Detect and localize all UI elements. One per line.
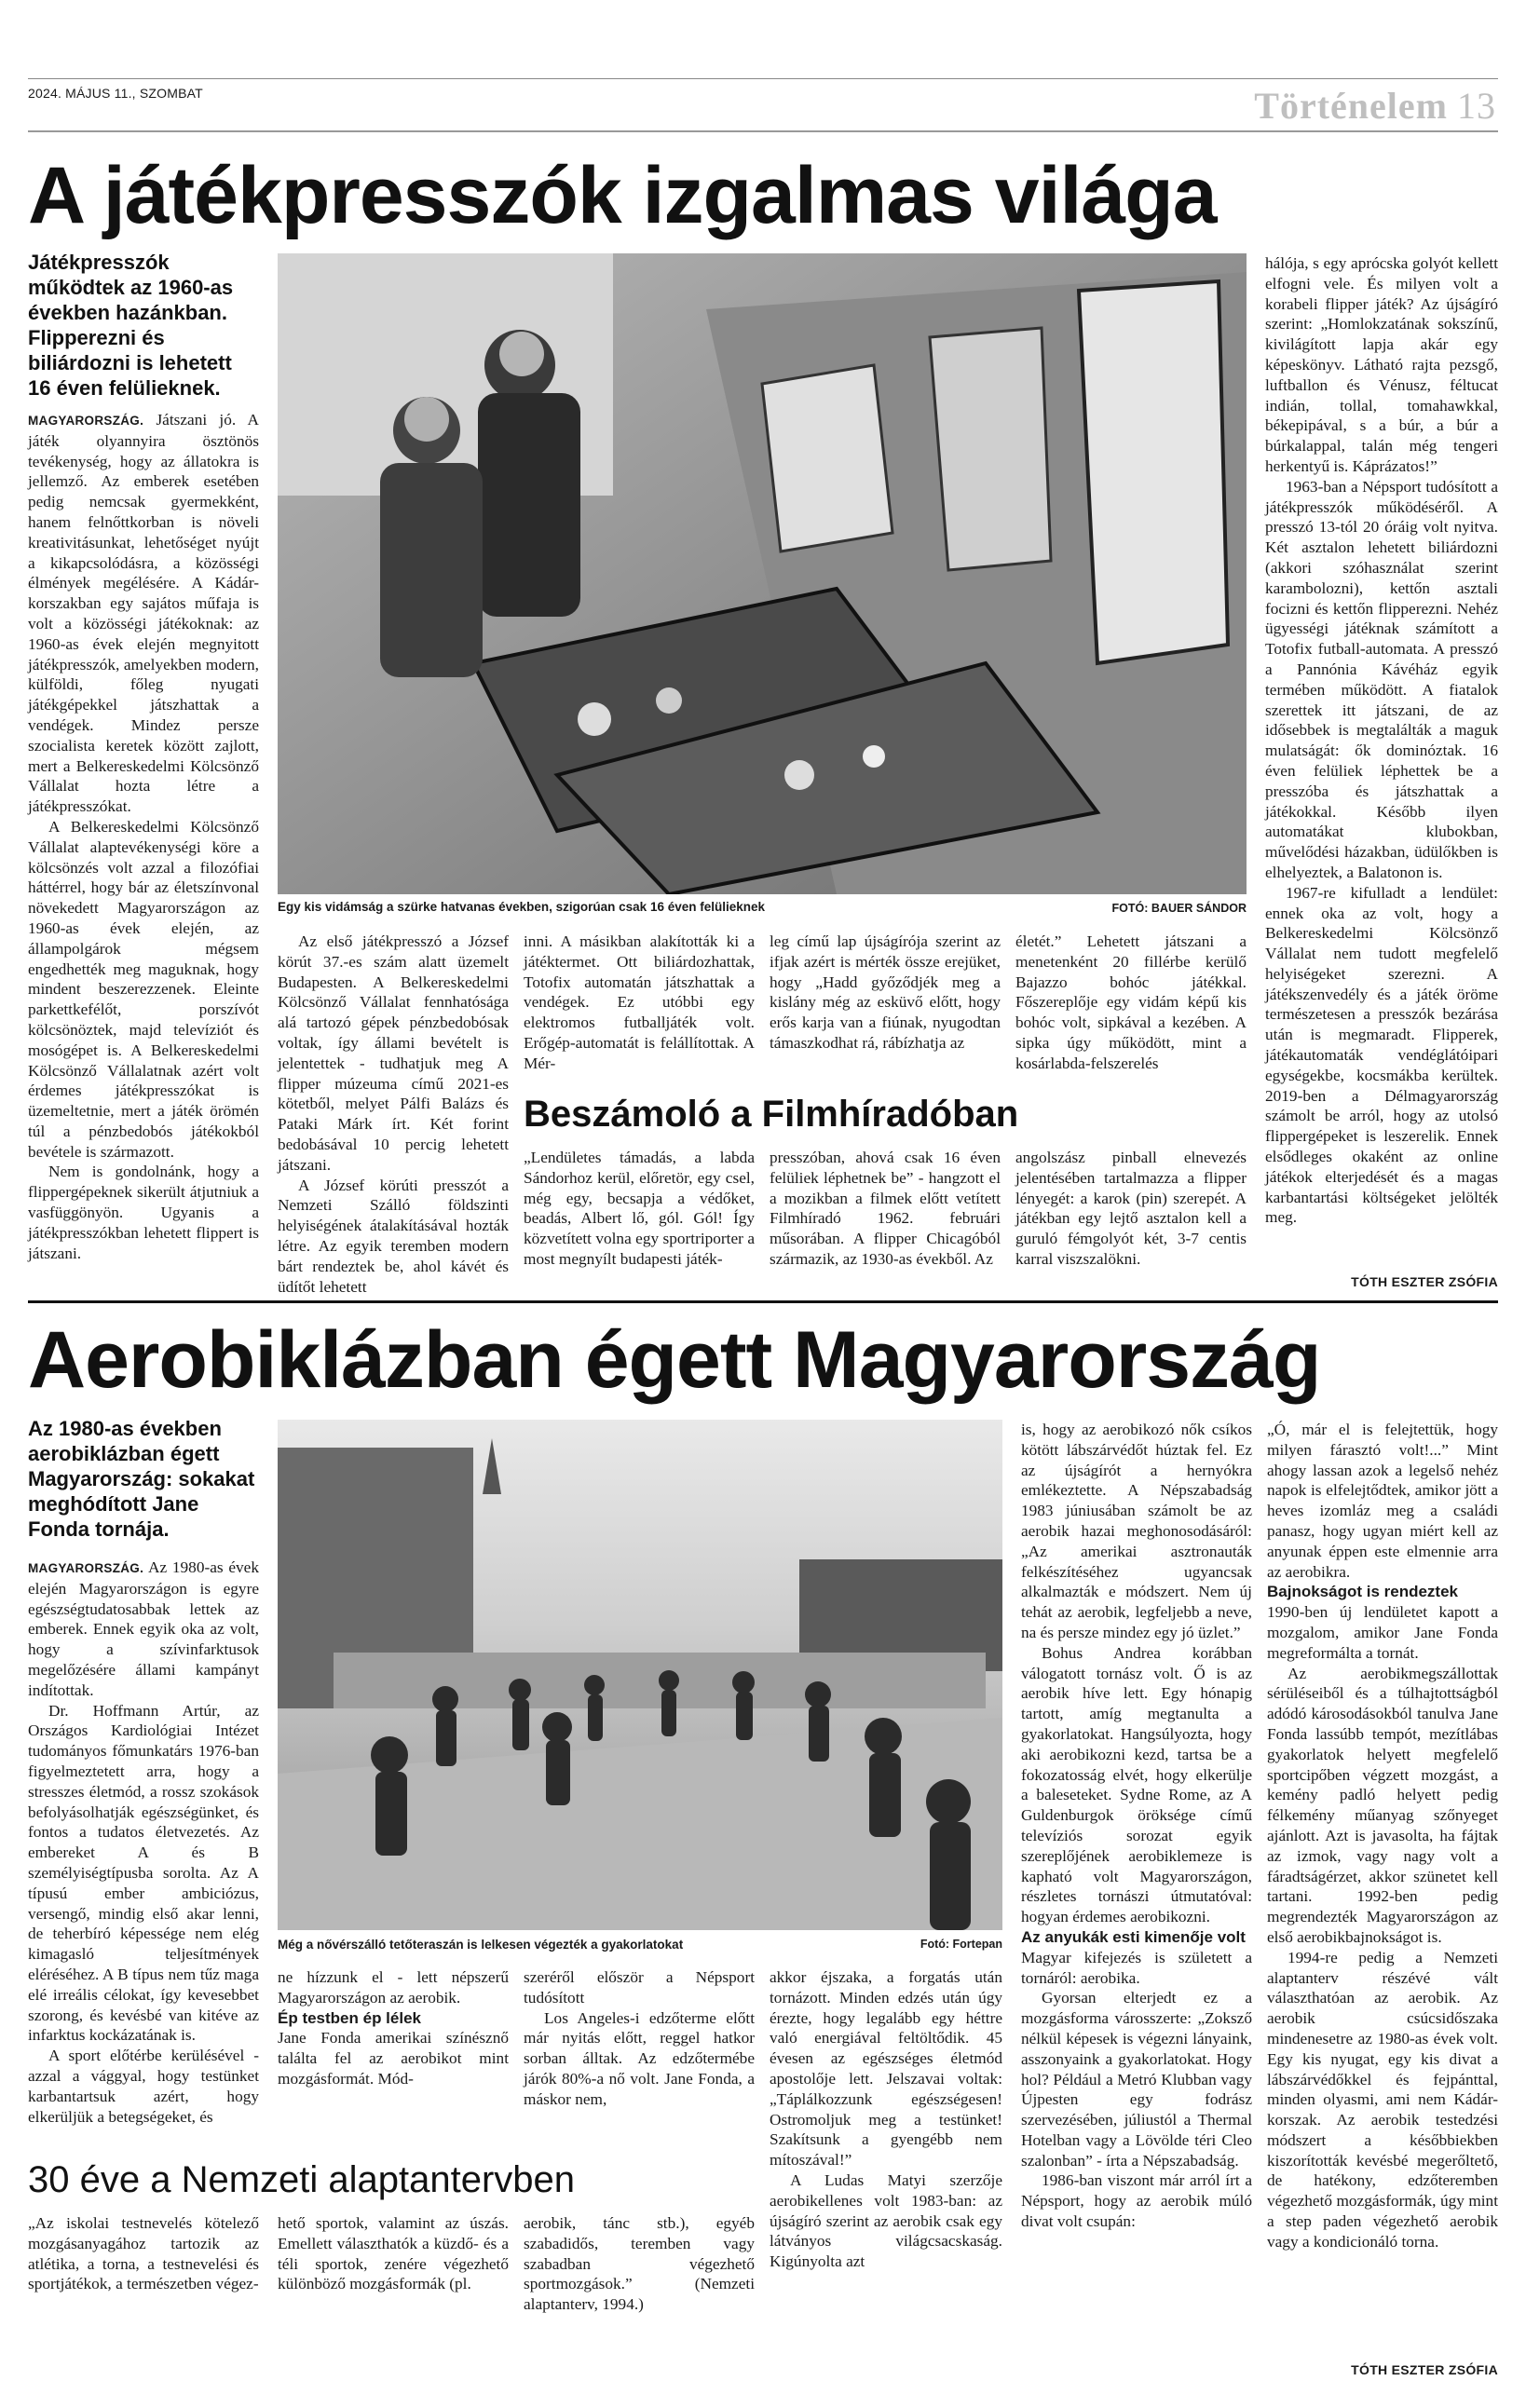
article2-sub-col2 — [278, 2213, 509, 2294]
article2-photo-credit: Fotó: Fortepan — [920, 1938, 1002, 1951]
paragraph: Magyar kifejezés is született a tornáról: aerobika. — [1021, 1948, 1252, 1987]
article2-lead: Az 1980-as években aerobiklázban égett Magyarország: sokakat meghódított Jane Fonda tornája. — [28, 1417, 255, 1541]
subhead-mothers: Az anyukák esti kimenője volt — [1021, 1927, 1246, 1946]
section-name: Történelem — [1254, 85, 1448, 127]
article1-photo — [278, 253, 1247, 894]
paragraph: Jane Fonda amerikai színésznő találta fel az aerobikot mint mozgásformát. Mód- — [278, 2029, 509, 2088]
paragraph: hető sportok, valamint az úszás. Emellett választhatók a küzdő- és a téli sportok, zenére végezhető különböző mozgásformák (pl. — [278, 2214, 509, 2293]
article1-col5 — [1015, 932, 1247, 1074]
article2-col6 — [1267, 1420, 1498, 2252]
paragraph: aerobik, tánc stb.), egyéb szabadidős, teremben vagy szabadban végezhető sportmozgások.” (Nemzeti alaptanterv, 1994.) — [524, 2214, 755, 2314]
article1-col1 — [28, 410, 259, 1263]
paragraph: Játszani jó. A játék olyannyira ösztönös tevékenység, hogy az állatokra is jellemző. Az emberek esetében pedig nemcsak gyermekként, hanem felnőttkorban is növeli kreativitásunkat, lehetőséget nyújt a kikapcsolódásra, a közösségi élmények megélésére. A Kádár-korszakban egy sajátos műfaja is volt a közösségi játékoknak: az 1960-as évek elején megnyitott játékpresszók, amelyekben modern, külföldi, főleg nyugati játékgépekkel játszhattak a vendégek. Mindez persze szocialista keretek között zajlott, mert a Belkereskedelmi Kölcsönző Vállalat hozta létre a játékpresszókat. — [28, 411, 259, 816]
kicker: MAGYARORSZÁG. — [28, 414, 144, 428]
article1-subheading: Beszámoló a Filmhíradóban — [524, 1094, 1019, 1135]
pinball-photo-illustration — [278, 253, 1247, 894]
paragraph: Bohus Andrea korábban válogatott tornász volt. Ő is az aerobik híve lett. Egy hónapig tartott, amíg megtanulta a gyakorlatokat. Hangsúlyozta, hogy aki aerobikozni kezd, tartsa be a fokozatosság elvét, hogy elkerülje a baleseteket. Sydne Rome, az A Guldenburgok öröksége című televíziós sorozat egyik szereplőjének aerobiklemeze is kapható volt Magyarországon, részletes tornászi útmutatóval: hogyan érdemes aerobikozni. — [1021, 1643, 1252, 1926]
section-rubric — [1254, 84, 1496, 128]
article1-col6 — [1265, 253, 1498, 1228]
paragraph: „Az iskolai testnevelés kötelező mozgásanyagához tartozik az atlétika, a torna, a testnevelési és sportjátékok, a természetben végez- — [28, 2214, 259, 2293]
article1-title: A játékpresszók izgalmas világa — [28, 151, 1217, 240]
paragraph — [28, 1558, 259, 1701]
paragraph: 1986-ban viszont már arról írt a Népsport, hogy az aerobik múló divat volt csupán: — [1021, 2171, 1252, 2231]
paragraph: Dr. Hoffmann Artúr, az Országos Kardiológiai Intézet tudományos főmunkatárs 1976-ban figyelmeztetett arra, hogy a stresszes életmód, a rossz szokások befolyásolhatják egészségünket, és fontos a tudatos életvezetés. Az embereket A és B személyiségtípusba sorolta. Az A típusú ember ambiciózus, versengő, mindig első akar lenni, de teherbíró képessége nem elég kimagasló teljesítmények eléréséhez. A B típus nem tűz maga elé irreális célokat, így kevesebbet szorong, és kevésbé van kitéve az infarktus kockázatának is. — [28, 1701, 259, 2045]
page-number: 13 — [1457, 85, 1496, 127]
article2-subheading: 30 éve a Nemzeti alaptantervben — [28, 2159, 576, 2200]
paragraph: A Ludas Matyi szerzője aerobikellenes volt 1983-ban: az újságíró szerint az aerobik csak egy látványos világcsacskaság. Kigúnyolta azt — [770, 2170, 1002, 2271]
subhead-fonda: Ép testben ép lélek — [278, 2008, 421, 2027]
article2-col5 — [1021, 1420, 1252, 2232]
article2-byline: TÓTH ESZTER ZSÓFIA — [1351, 2362, 1498, 2377]
paragraph: Az 1980-as évek elején Magyarországon is egyre egészségtudatosabbak lettek az emberek. Ennek egyik oka az volt, hogy a szívinfarktusok megelőzésére állami kampányt indítottak. — [28, 1558, 259, 1699]
article1-photo-credit: FOTÓ: BAUER SÁNDOR — [1111, 902, 1247, 915]
article-divider — [28, 1300, 1498, 1303]
paragraph: „Ó, már el is felejtettük, hogy milyen fárasztó volt!...” Mint ahogy lassan azok a legelső nehéz napok is elfelejtődtek, amikor jött a heves izomláz meg a családi panasz, hogy ugyan miért kell az anyunak éppen este elmennie arra az aerobikra. — [1267, 1421, 1498, 1581]
paragraph: A sport előtérbe kerülésével - azzal a vággyal, hogy testünket karbantartsuk azért, hogy elkerüljük a betegségeket, és — [28, 2047, 259, 2126]
paragraph: leg című lap újságírója szerint az ifjak azért is mérték össze erejüket, hogy „Hadd győződjék meg a kislány még az esküvő előtt, hogy erős karja van a fiúnak, nyugodtan támaszkodhat rá, rábízhatja az — [770, 932, 1001, 1052]
paragraph: 1963-ban a Népsport tudósított a játékpresszók működéséről. A presszó 13-tól 20 óráig volt nyitva. Két asztalon lehetett biliárdozni (akkori szóhasználat szerint karambolozni), kettőn asztali focizni és kettőn flipperezni. Nehéz ügyességi játéknak számított a Totofix futball-automata. A presszó a Pannónia Kávéház egyik termében működött. A fiatalok szerettek itt játszani, de az idősebbek is megtalálták a maguk mulatságát: ők dominóztak. 16 éven felüliek léphettek be a presszóba és játszhattak a játékokkal. Később ilyen automatákat klubokban, művelődési házakban, üdülőkben is elhelyeztek, a Balatonon is. — [1265, 477, 1498, 881]
article1-col2 — [278, 932, 509, 1297]
article1-sub-col4 — [770, 1148, 1001, 1270]
paragraph: „Lendületes támadás, a labda Sándorhoz kerül, előretör, egy csel, még egy, becsapja a védőket, beadás, Albert lő, gól. Gól! Így közvetített volna egy sportriporter a most megnyílt budapesti játék- — [524, 1149, 755, 1268]
article2-photo — [278, 1420, 1002, 1930]
article1-col1-p1 — [28, 410, 259, 817]
paragraph: életét.” Lehetett játszani a menetenként 20 fillérbe kerülő Bajazzo bohóc játékkal. Főszereplője egy vidám képű kis bohóc volt, sipkával a kezében. A sipka úgy működött, mint a kosárlabda-felszerelés — [1015, 932, 1247, 1072]
paragraph: Gyorsan elterjedt ez a mozgásforma városszerte: „Zoksző nélkül képesek is végezni lányaink, asszonyaink a gyakorlatokat. Hogy hol? Például a Metró Klubban vagy Újpesten egy fodrász szervezésében, júliustól a Thermal Hotelban vagy a Lövölde téri Cleo szalonban” - írta a Népszabadság. — [1021, 1989, 1252, 2170]
paragraph: Az aerobikmegszállottak sérüléseiből és a túlhajtottságból adódó károsodásokból tanulva Jane Fonda lassúbb tempót, mezítlábas gyakorlatok helyett megfelelő sportcipőben végzett mozgást, a kemény padló helyett pedig félkemény műanyag szőnyeget ajánlott. Azt is javasolta, ha fájtak az izmok, vagy nagy volt a fáradtságérzet, akkor szünetet kell tartani. 1992-ben pedig megrendezték Magyarországon az első aerobikbajnokságot is. — [1267, 1664, 1498, 1946]
article2-sub-col3 — [524, 2213, 755, 2315]
paragraph: inni. A másikban alakították ki a játéktermet. Ott biliárdozhattak, Totofix automatán játszhattak a vendégek. Ez utóbbi egy elektromos futballjáték volt. Erőgép-automatát is felállítottak. A Mér- — [524, 932, 755, 1072]
paragraph: Nem is gondolnánk, hogy a flippergépeknek sikerült átjutniuk a vasfüggönyön. Ugyanis a játékpresszókban lehetett flippert is játszani. — [28, 1163, 259, 1262]
paragraph: hálója, s egy aprócska golyót kellett elfogni vele. És milyen volt a korabeli flipper játék? Az újságíró szerint: „Homlokzatának sokszínű, kivilágított lapja akár egy képeskönyv. Látható rajta pezsgő, luftballon és Vénusz, féltucat indián, tollal, tomahawkkal, békepipával, s a búr, a búr a búrkalappal, talán még tengeri herkentyű is. Káprázatos!” — [1265, 254, 1498, 475]
article2-sub-col1 — [28, 2213, 259, 2294]
paragraph: akkor éjszaka, a forgatás után tornázott. Minden edzés után úgy érezte, hogy legalább egy héttre való energiával feltöltődik. 45 évesen az egészséges életmód apostolője lett. Jelszavai voltak: „Táplálkozzunk egészségesen! Ostromoljuk meg a testünket! Szakítsunk a gyengébb nem mítoszával!” — [770, 1968, 1002, 2170]
paragraph: 1967-re kifulladt a lendület: ennek oka az volt, hogy a Belkereskedelmi Kölcsönző Vállalat nem tudott megfelelő helyiségeket szerezni. A játékszenvedély és a játék öröme természetesen a presszók bezárása után is megmaradt. Flipperek, játékautomaták vendéglátóipari egységekbe, kocsmákba kerültek. 2019-ben a Délmagyarország számolt be arról, hogy az utolsó flippergépeket is leszerelik. Ennek elsődleges okaként az online játékok elterjedését és a magas karbantartási költségeket jelölték meg. — [1265, 883, 1498, 1227]
paragraph: Az első játékpresszó a József körút 37.-es szám alatt üzemelt Budapesten. A Belkereskedelmi Kölcsönző Vállalat fennhatósága alá tartozó gépek pénzbedobósak voltak, így állami bevételt is jelentettek - tudhatjuk meg A flipper múzeuma című 2021-es kötetből, melyet Pálfi Balázs és Pataki Márk írt. Két forint bedobásával 10 percig lehetett játszani. — [278, 932, 509, 1174]
issue-date: 2024. MÁJUS 11., SZOMBAT — [28, 86, 203, 101]
paragraph: 1994-re pedig a Nemzeti alaptanterv részévé vált választhatóan az aerobik. Az aerobik csúcsidőszaka mindenesetre az 1980-as évek volt. Egy kis nyugat, egy kis divat a lábszárvédőkkel és fejpánttal, minden olyasmi, ami nem Kádár-korszak. Az aerobik testedzési módszert a későbbiekben kiszorították kevésbé megerőltető, de hatékony, edzőteremben végezhető mozgásformák, úgy mint a step paden végezhető aerobik vagy a kondicionáló torna. — [1267, 1948, 1498, 2251]
top-rule — [28, 78, 1498, 79]
paragraph: presszóban, ahová csak 16 éven felüliek léphetnek be” - hangzott el a mozikban a filmek előtt vetített Filmhíradó 1962. februári műsorában. A flipper Chicagóból származik, az 1930-as évekből. Az — [770, 1149, 1001, 1268]
subhead-championship: Bajnokságot is rendeztek — [1267, 1583, 1459, 1601]
article1-col3 — [524, 932, 755, 1074]
article1-sub-col3 — [524, 1148, 755, 1270]
paragraph: A Belkereskedelmi Kölcsönző Vállalat alaptevékenységi köre a kölcsönzés volt azzal a filozófiai háttérrel, hogy bár az életszínvonal növekedett Magyarországon az 1960-as évek elején, az állampolgárok mégsem engedhették meg maguknak, hogy mindent beszerezzenek. Eleinte parkettkefélőt, porszívót kölcsönöztek, majd televíziót és mosógépet is. A Belkereskedelmi Kölcsönző Vállalatnak azért volt érdemes játékpresszókat is üzemeltetnie, mert a játék örömén túl a pénzbedobós játékokból bevétele is származott. — [28, 817, 259, 1161]
article1-sub-col5 — [1015, 1148, 1247, 1270]
article2-col2 — [278, 1967, 509, 2089]
paragraph: ne hízzunk el - lett népszerű Magyarországon az aerobik. — [278, 1968, 509, 2007]
paragraph: 1990-ben új lendületet kapott a mozgalom, amikor Jane Fonda megreformálta a tornát. — [1267, 1603, 1498, 1662]
paragraph: Los Angeles-i edzőterme előtt már nyitás előtt, reggel hatkor sorban álltak. Az edzőtermébe járók 80%-a nő volt. Jane Fonda, a máskor nem, — [524, 2008, 755, 2108]
paragraph: szeréről először a Népsport tudósított — [524, 1968, 755, 2007]
aerobics-photo-illustration — [278, 1420, 1002, 1930]
article2-col1 — [28, 1558, 259, 2127]
article2-title: Aerobiklázban égett Magyarország — [28, 1315, 1321, 1405]
article2-col3 — [524, 1967, 755, 2110]
article1-byline: TÓTH ESZTER ZSÓFIA — [1351, 1274, 1498, 1289]
article1-photo-caption: Egy kis vidámság a szürke hatvanas években, szigorúan csak 16 éven felülieknek — [278, 900, 766, 914]
article1-lead: Játékpresszók működtek az 1960-as években hazánkban. Flipperezni és biliárdozni is lehetett 16 éven felülieknek. — [28, 251, 234, 400]
article2-photo-caption: Még a nővérszálló tetőteraszán is lelkesen végezték a gyakorlatokat — [278, 1938, 684, 1952]
article1-col4 — [770, 932, 1001, 1054]
paragraph: angolszász pinball elnevezés jelentésében tartalmazza a flipper lényegét: a karok (pin) szerepét. A játékban egy lejtő asztalon kell a guruló fémgolyót két, 3-7 centis karral viszszalökni. — [1015, 1149, 1247, 1268]
paragraph: is, hogy az aerobikozó nők csíkos kötött lábszárvédőt húztak fel. Ez az újságírót a hernyókra emlékeztette. A Népszabadság 1983 júniusában számolt be az aerobik hazai meghonosodásáról: „Az amerikai asztronauták felkészítéséhez ugyancsak alkalmazták e módszert. Nem új tehát az aerobik, legfeljebb a neve, na és persze mindez egy jó üzlet.” — [1021, 1421, 1252, 1641]
paragraph: A József körúti presszót a Nemzeti Szálló földszinti helyiségének átalakításával hozták létre. Az egyik teremben modern bárt rendeztek be, ahol kávét és üdítőt lehetett — [278, 1176, 509, 1296]
header-rule — [28, 130, 1498, 132]
article2-col4 — [770, 1967, 1002, 2272]
kicker: MAGYARORSZÁG. — [28, 1561, 144, 1575]
